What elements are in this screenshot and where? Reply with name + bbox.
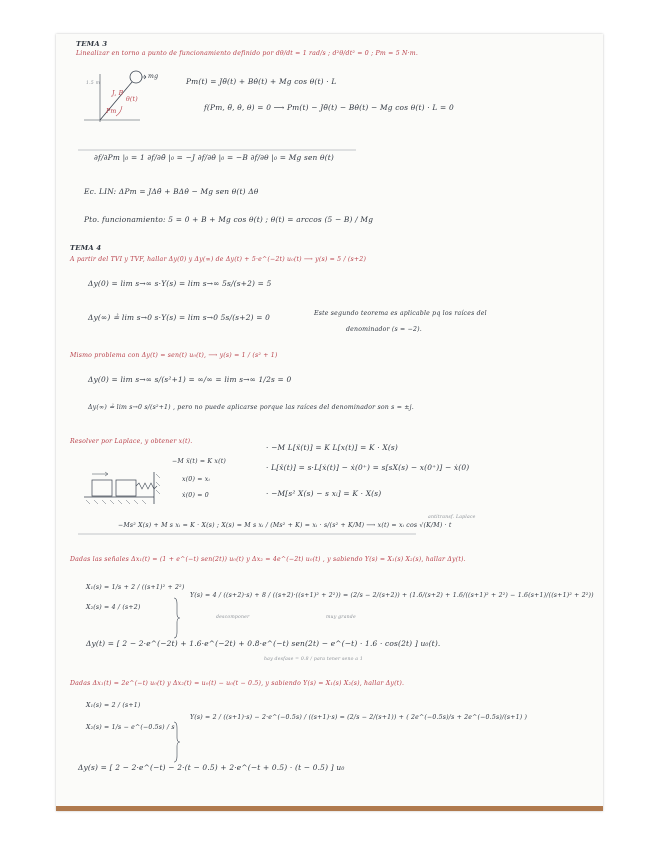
tema3-intro: Linealizar en torno a punto de funcionamiento definido por dθ/dt = 1 rad/s ; d²θ/dt² = 0 ; Pm = 5 N·m. <box>76 50 419 57</box>
eq-ys2: Y(s) = 2 / ((s+1)·s) − 2·e^(−0.5s) / ((s+1)·s) = (2/s − 2/(s+1)) + ( 2e^(−0.5s)/s + 2e^(−0.5s)/(s+1) ) <box>190 714 528 721</box>
eq-m-yinf: Δy(∞) ≟ lim s→0 s/(s²+1) , pero no puede aplicarse porque las raíces del denominador son s = ±j. <box>88 404 414 411</box>
eq-yinf: Δy(∞) ≟ lim s→0 s·Y(s) = lim s→0 5s/(s+2) = 0 <box>88 313 271 322</box>
laplace-step1: · −M L[ẍ(t)] = K L[x(t)] = K · X(s) <box>266 443 399 452</box>
eq-dy2: Δy(s) = [ 2 − 2·e^(−t) − 2·(t − 0.5) + 2·e^(−t + 0.5) · (t − 0.5) ] u₀ <box>78 763 345 772</box>
eq-f: f(Pm, θ̈, θ̇, θ) = 0 ⟶ Pm(t) − Jθ̈(t) − Bθ̇(t) − Mg cos θ(t) · L = 0 <box>204 103 454 112</box>
note-line2: denominador (s = −2). <box>346 326 422 333</box>
eq-ec-lin: Ec. LIN: ΔPm = JΔθ̈ + BΔθ̇ − Mg sen θ(t) Δθ <box>84 187 259 196</box>
diagram-label-length: 1.5 m <box>86 81 101 86</box>
mismo-problema: Mismo problema con Δy(t) = sen(t) u₀(t), ⟶ y(s) = 1 / (s² + 1) <box>70 352 278 359</box>
note-line1: Este segundo teorema es aplicable pq los raíces del <box>314 310 487 317</box>
dados1: Dadas las señales Δx₁(t) = (1 + e^(−t) sen(2t)) u₀(t) y Δx₂ = 4e^(−2t) u₀(t) , y sabiendo Y(s) = X₁(s) X₂(s), hallar Δy(t). <box>70 556 466 563</box>
eq-x1: X₁(s) = 1/s + 2 / ((s+1)² + 2²) <box>86 584 185 591</box>
eq-y0: Δy(0) = lim s→∞ s·Y(s) = lim s→∞ 5s/(s+2) = 5 <box>88 279 272 288</box>
diagram-label-mg: mg <box>148 73 159 80</box>
sys-eq1: −M ẍ(t) = K x(t) <box>172 458 227 465</box>
diagram-label-theta: θ(t) <box>126 96 138 103</box>
eq-dy1: Δy(t) = [ 2 − 2·e^(−2t) + 1.6·e^(−2t) + 0.8·e^(−t) sen(2t) − e^(−t) · 1.6 · cos(2t) ] u₀(t). <box>86 639 441 648</box>
tema4-intro: A partir del TVI y TVF, hallar Δy(0) y Δy(∞) de Δy(t) + 5·e^(−2t) u₀(t) ⟶ y(s) = 5 / (s+2) <box>70 256 367 263</box>
laplace-title: Resolver por Laplace, y obtener x(t). <box>70 438 193 445</box>
eq-x2b: X₂(s) = 1/s − e^(−0.5s) / s <box>86 724 175 731</box>
eq-m-y0: Δy(0) = lim s→∞ s/(s²+1) = ∞/∞ = lim s→∞ 1/2s = 0 <box>88 375 292 384</box>
eq-torque: Pm(t) = Jθ̈(t) + Bθ̇(t) + Mg cos θ(t) · L <box>186 77 337 86</box>
eq-x1b: X₁(s) = 2 / (s+1) <box>86 702 141 709</box>
eq-pto-func: Pto. funcionamiento: 5 = 0 + B + Mg cos θ(t) ; θ(t) = arccos (5 − B) / Mg <box>84 215 374 224</box>
laplace-step3: · −M[s² X(s) − s xᵢ] = K · X(s) <box>266 489 382 498</box>
sheet-bottom-edge <box>56 806 603 811</box>
under-label1: descomponer <box>216 615 250 620</box>
diagram-label-jb: J, B <box>112 90 124 97</box>
eq-ys1: Y(s) = 4 / ((s+2)·s) + 8 / ((s+2)·((s+1)² + 2²)) = (2/s − 2/(s+2)) + (1.6/(s+2) + 1.6/((s+1)² + 2²) − 1.6(s+1)/((s+1)² + 2²)) <box>190 592 594 599</box>
diagram-label-pm: Pm <box>106 108 117 115</box>
hand-drawings <box>56 34 603 811</box>
laplace-final: −Ms² X(s) + M s xᵢ = K · X(s) ; X(s) = M s xᵢ / (Ms² + K) = xᵢ · s/(s² + K/M) ⟶ x(t) = xᵢ cos √(K/M) · t <box>118 522 452 529</box>
laplace-step2: · L[ẍ(t)] = s·L[ẋ(t)] − ẋ(0⁺) = s[sX(s) − x(0⁺)] − ẋ(0) <box>266 463 470 472</box>
tema3-title: TEMA 3 <box>76 40 108 48</box>
tema4-title: TEMA 4 <box>70 244 102 252</box>
eq-x2: X₂(s) = 4 / (s+2) <box>86 604 141 611</box>
note-small: hay desfase = 0.8 / para tener seno a 1 <box>264 657 363 662</box>
eq-partials: ∂f/∂Pm |₀ = 1 ∂f/∂θ̈ |₀ = −J ∂f/∂θ̇ |₀ = −B ∂f/∂θ |₀ = Mg sen θ(t) <box>94 153 335 162</box>
dados2: Dadas Δx₁(t) = 2e^(−t) u₀(t) y Δx₂(t) = u₀(t) − u₀(t − 0.5), y sabiendo Y(s) = X₁(s) X₂(s), hallar Δy(t). <box>70 680 405 687</box>
antitransf-label: antitransf. Laplace <box>428 515 476 520</box>
sys-eq3: ẋ(0) = 0 <box>182 492 209 499</box>
paper-sheet <box>56 34 603 811</box>
under-label2: muy grande <box>326 615 356 620</box>
sys-eq2: x(0) = xᵢ <box>182 476 210 483</box>
